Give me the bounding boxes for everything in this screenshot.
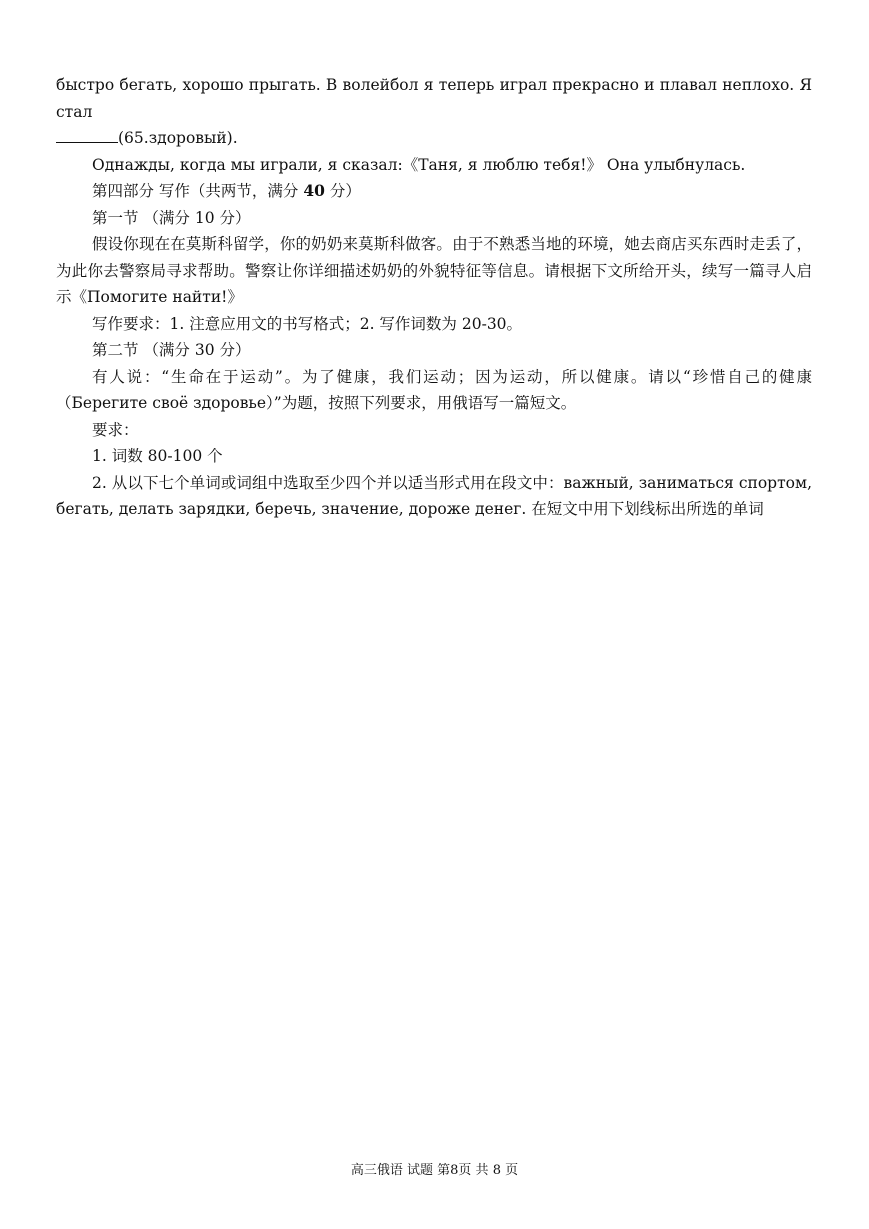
section-score: 40 [303,181,325,200]
section-heading-prefix: 第四部分 写作（共两节，满分 [92,182,304,200]
part1-heading: 第一节 （满分 10 分） [92,208,251,227]
part1-prompt: 假设你现在在莫斯科留学，你的奶奶来莫斯科做客。由于不熟悉当地的环境，她去商店买东西时走丢了，为此你去警察局寻求帮助。警察让你详细描述奶奶的外貌特征等信息。请根据下文所给开头，续写一篇寻人启示《Помогите найти!》 [56,235,812,306]
requirements-label: 要求： [92,420,139,439]
page-footer: 高三俄语 试题 第8页 共 8 页 [350,1163,519,1178]
answer-blank-65 [56,127,118,143]
story-ending-paragraph: Однажды, когда мы играли, я сказал:《Таня, я люблю тебя!》 Она улыбнулась. [92,155,746,174]
part1-requirements: 写作要求：1. 注意应用文的书写格式；2. 写作词数为 20-30。 [92,314,523,333]
section-heading [56,178,812,205]
paragraph-continuation [56,72,812,125]
requirement-2: 2. 从以下七个单词或词组中选取至少四个并以适当形式用在段文中：важный, заниматься спортом, бегать, делать зарядки, беречь, значение, дороже денег. 在短文中用下划线标出所选的单词 [56,473,812,518]
continuation-line: быстро бегать, хорошо прыгать. В волейбол я теперь играл прекрасно и плавал неплохо. Я стал [56,76,812,121]
paragraph-blank-line [56,125,812,152]
part2-prompt: 有人说：“生命在于运动”。为了健康，我们运动；因为运动，所以健康。请以“珍惜自己的健康（Берегите своё здоровье）”为题，按照下列要求，用俄语写一篇短文。 [56,367,812,412]
part2-heading: 第二节 （满分 30 分） [92,341,251,359]
section-heading-suffix: 分） [324,182,361,200]
document-body [56,72,812,523]
blank-hint: (65.здоровый). [118,129,238,147]
requirement-1: 1. 词数 80-100 个 [92,447,223,465]
